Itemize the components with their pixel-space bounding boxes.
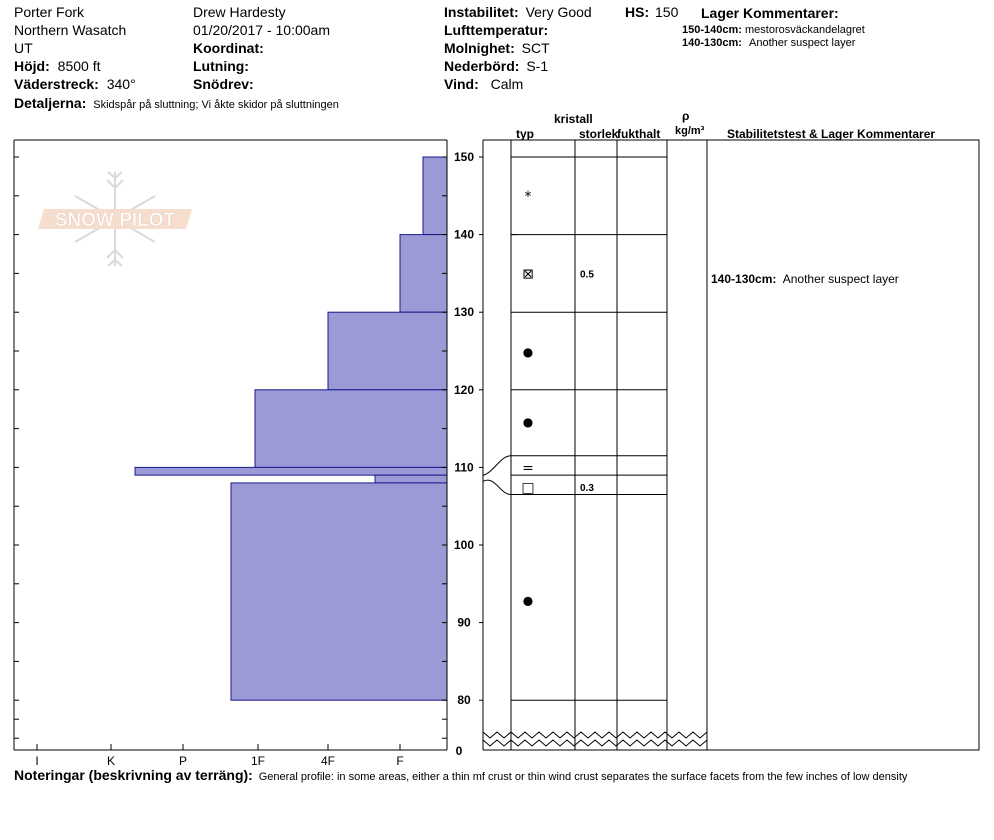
details-value: Skidspår på sluttning; Vi åkte skidor på sluttningen [93,99,339,111]
location-name: Porter Fork [14,4,85,20]
height-label-zero: 0 [455,744,463,758]
logo-text: SNOW PILOT [54,210,176,231]
footer-text: General profile: in some areas, either a thin mf crust or thin wind crust separates the surface facets from the few inches of low density [258,771,908,783]
layer-connector-1 [483,456,511,476]
hardness-bar-4 [255,390,447,468]
hardness-label-P: P [178,754,188,768]
grain-symbol-5: = [522,460,534,477]
hardness-bar-5 [135,467,447,475]
obs-datetime: 01/20/2017 - 10:00am [193,22,330,38]
sky-label: Molnighet: [444,40,515,56]
grain-symbol-4: ● [522,414,534,429]
height-label-150: 150 [453,150,475,164]
stability-header: Stabilitetstest & Lager Kommentarer [727,127,936,141]
hardness-bar-6 [375,475,447,483]
grain-size-6: 0.3 [580,482,594,494]
axis-break-zigzag [483,732,707,746]
wind-value: Calm [490,76,524,92]
height-label-130: 130 [453,305,475,320]
hardness-bar-7 [231,483,447,700]
snowdrift-label: Snödrev: [193,76,254,92]
hs-label: HS: [625,4,650,20]
stability-comment-range: 140-130cm: [711,272,777,286]
state-name: UT [14,40,33,56]
elevation-label: Höjd: [14,58,50,74]
wind-label: Vind: [444,76,479,92]
grain-symbol-3: ● [522,345,534,359]
hardness-label-1F: 1F [250,754,266,768]
grain-symbol-6: □ [521,479,535,496]
slope-label: Lutning: [193,58,249,74]
crystal-header: kristall [554,112,593,126]
hardness-bar-2 [400,235,447,313]
snow-pilot-logo [38,172,192,266]
coordinate-label: Koordinat: [193,40,264,56]
hardness-bar-3 [328,312,447,390]
grain-symbol-7: ● [522,593,534,608]
height-label-140: 140 [453,227,475,242]
layer-comment-2-range: 140-130cm: [682,37,742,49]
stability-box [707,140,979,750]
grain-symbol-1: * [524,188,532,205]
size-header: storlek [579,127,619,141]
sky-value: SCT [521,40,550,56]
height-label-120: 120 [453,382,475,397]
region-name: Northern Wasatch [14,22,127,38]
type-header: typ [516,127,534,141]
precip-value: S-1 [526,58,549,74]
hardness-label-K: K [106,754,116,768]
air-temp-label: Lufttemperatur: [444,22,549,38]
height-label-90: 90 [457,615,471,630]
height-label-110: 110 [454,460,474,475]
grain-symbol-2: ⊠ [522,266,534,283]
footer-label: Noteringar (beskrivning av terräng): [14,767,253,783]
instability-value: Very Good [525,4,592,20]
stability-comment-text: Another suspect layer [782,272,899,286]
hs-value: 150 [655,4,679,20]
hardness-label-4F: 4F [320,754,336,768]
precip-label: Nederbörd: [444,58,520,74]
aspect-label: Väderstreck: [14,76,99,92]
footer-notes [14,767,907,785]
density-symbol: ρ [682,109,690,123]
details-label: Detaljerna: [14,95,87,111]
layer-connector-2 [483,480,511,494]
layer-comments-title: Lager Kommentarer: [701,5,839,21]
instability-label: Instabilitet: [444,4,519,20]
layer-comment-1-range: 150-140cm: [682,24,742,36]
layer-comment-1-text: mestorosväckandelagret [745,24,865,36]
aspect-value: 340° [106,76,136,92]
grain-size-2: 0.5 [580,269,594,281]
observer-name: Drew Hardesty [193,4,286,20]
hardness-label-I: I [35,754,39,768]
elevation-value: 8500 ft [57,58,101,74]
height-label-100: 100 [453,538,475,552]
hardness-label-F: F [396,754,404,768]
layer-comment-2-text: Another suspect layer [749,37,856,49]
moisture-header: fukthalt [617,127,661,141]
height-label-80: 80 [457,693,471,708]
stability-comment [711,271,899,287]
density-unit: kg/m³ [675,125,705,137]
